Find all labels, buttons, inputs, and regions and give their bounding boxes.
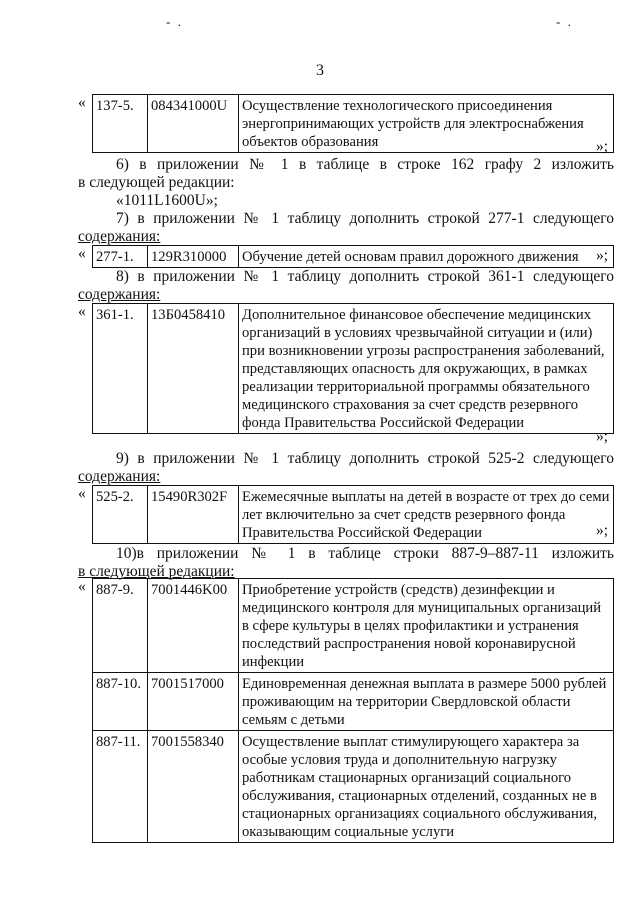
- open-quote: «: [78, 245, 86, 262]
- row-code: 129R310000: [148, 246, 239, 268]
- table-361-1: [78, 303, 614, 434]
- row-code: 13Б0458410: [148, 304, 239, 434]
- close-quote: »;: [596, 138, 609, 155]
- open-quote: «: [78, 303, 86, 320]
- table-525-2: [78, 485, 614, 544]
- paragraph-6-code: «1011L1600U»;: [116, 192, 218, 209]
- row-description: Единовременная денежная выплата в размере 5000 рублей проживающим на территории Свердловской области семьям с детьми: [239, 673, 614, 731]
- open-quote: «: [78, 578, 86, 595]
- paragraph-8-line1: 8) в приложении № 1 таблицу дополнить строкой 361-1 следующего: [116, 268, 614, 285]
- page-number: 3: [316, 62, 324, 79]
- row-code: 15490R302F: [148, 486, 239, 544]
- row-number: 887-9.: [93, 579, 148, 673]
- table-row: [93, 486, 614, 544]
- header-left-mark: - .: [166, 14, 183, 29]
- row-number: 525-2.: [93, 486, 148, 544]
- row-number: 277-1.: [93, 246, 148, 268]
- paragraph-9-line1: 9) в приложении № 1 таблицу дополнить строкой 525-2 следующего: [116, 450, 614, 467]
- close-quote: »;: [596, 247, 609, 264]
- row-code: 7001558340: [148, 731, 239, 843]
- row-description: Дополнительное финансовое обеспечение медицинских организаций в условиях чрезвычайной ситуации и (или) при возникновении угрозы распространения заболеваний, представляющих опасность для окружающих, в рамках реализации территориальной программы обязательного медицинского страхования за счет средств резервного фонда Правительства Российской Федерации: [239, 304, 614, 434]
- table-137-5: [78, 94, 614, 153]
- row-description: Осуществление технологического присоединения энергопринимающих устройств для электроснабжения объектов образования: [239, 95, 614, 153]
- table-277-1: [78, 245, 614, 268]
- paragraph-10-line2: в следующей редакции:: [78, 563, 235, 580]
- table-row: [93, 304, 614, 434]
- row-description: Обучение детей основам правил дорожного движения: [239, 246, 614, 268]
- paragraph-8-line2: содержания:: [78, 286, 161, 303]
- paragraph-9-line2: содержания:: [78, 468, 161, 485]
- row-description: Осуществление выплат стимулирующего характера за особые условия труда и дополнительную нагрузку работникам стационарных организаций социального обслуживания, стационарных отделений, созданных не в стационарных организациях социального обслуживания, оказывающим социальные услуги: [239, 731, 614, 843]
- paragraph-10-line1: 10)в приложении № 1 в таблице строки 887-9–887-11 изложить: [116, 545, 614, 562]
- table-row: [93, 95, 614, 153]
- row-description: Приобретение устройств (средств) дезинфекции и медицинского контроля для муниципальных организаций в сфере культуры в целях профилактики и устранения последствий распространения новой коронавирусной инфекции: [239, 579, 614, 673]
- row-code: 7001446K00: [148, 579, 239, 673]
- close-quote: »;: [596, 428, 609, 445]
- paragraph-7-line2: содержания:: [78, 228, 161, 245]
- row-number: 887-11.: [93, 731, 148, 843]
- table-row: [93, 579, 614, 673]
- table-row: [93, 731, 614, 843]
- row-number: 361-1.: [93, 304, 148, 434]
- row-number: 887-10.: [93, 673, 148, 731]
- paragraph-6-line1: 6) в приложении № 1 в таблице в строке 162 графу 2 изложить: [116, 156, 614, 173]
- row-description: Ежемесячные выплаты на детей в возрасте от трех до семи лет включительно за счет средств резервного фонда Правительства Российской Федерации: [239, 486, 614, 544]
- close-quote: »;: [596, 522, 609, 539]
- paragraph-6-line2: в следующей редакции:: [78, 174, 235, 191]
- open-quote: «: [78, 94, 86, 111]
- row-number: 137-5.: [93, 95, 148, 153]
- table-row: [93, 246, 614, 268]
- row-code: 7001517000: [148, 673, 239, 731]
- row-code: 084341000U: [148, 95, 239, 153]
- header-right-mark: - .: [556, 14, 573, 29]
- paragraph-7-line1: 7) в приложении № 1 таблицу дополнить строкой 277-1 следующего: [116, 210, 614, 227]
- table-887: [78, 578, 614, 843]
- open-quote: «: [78, 485, 86, 502]
- table-row: [93, 673, 614, 731]
